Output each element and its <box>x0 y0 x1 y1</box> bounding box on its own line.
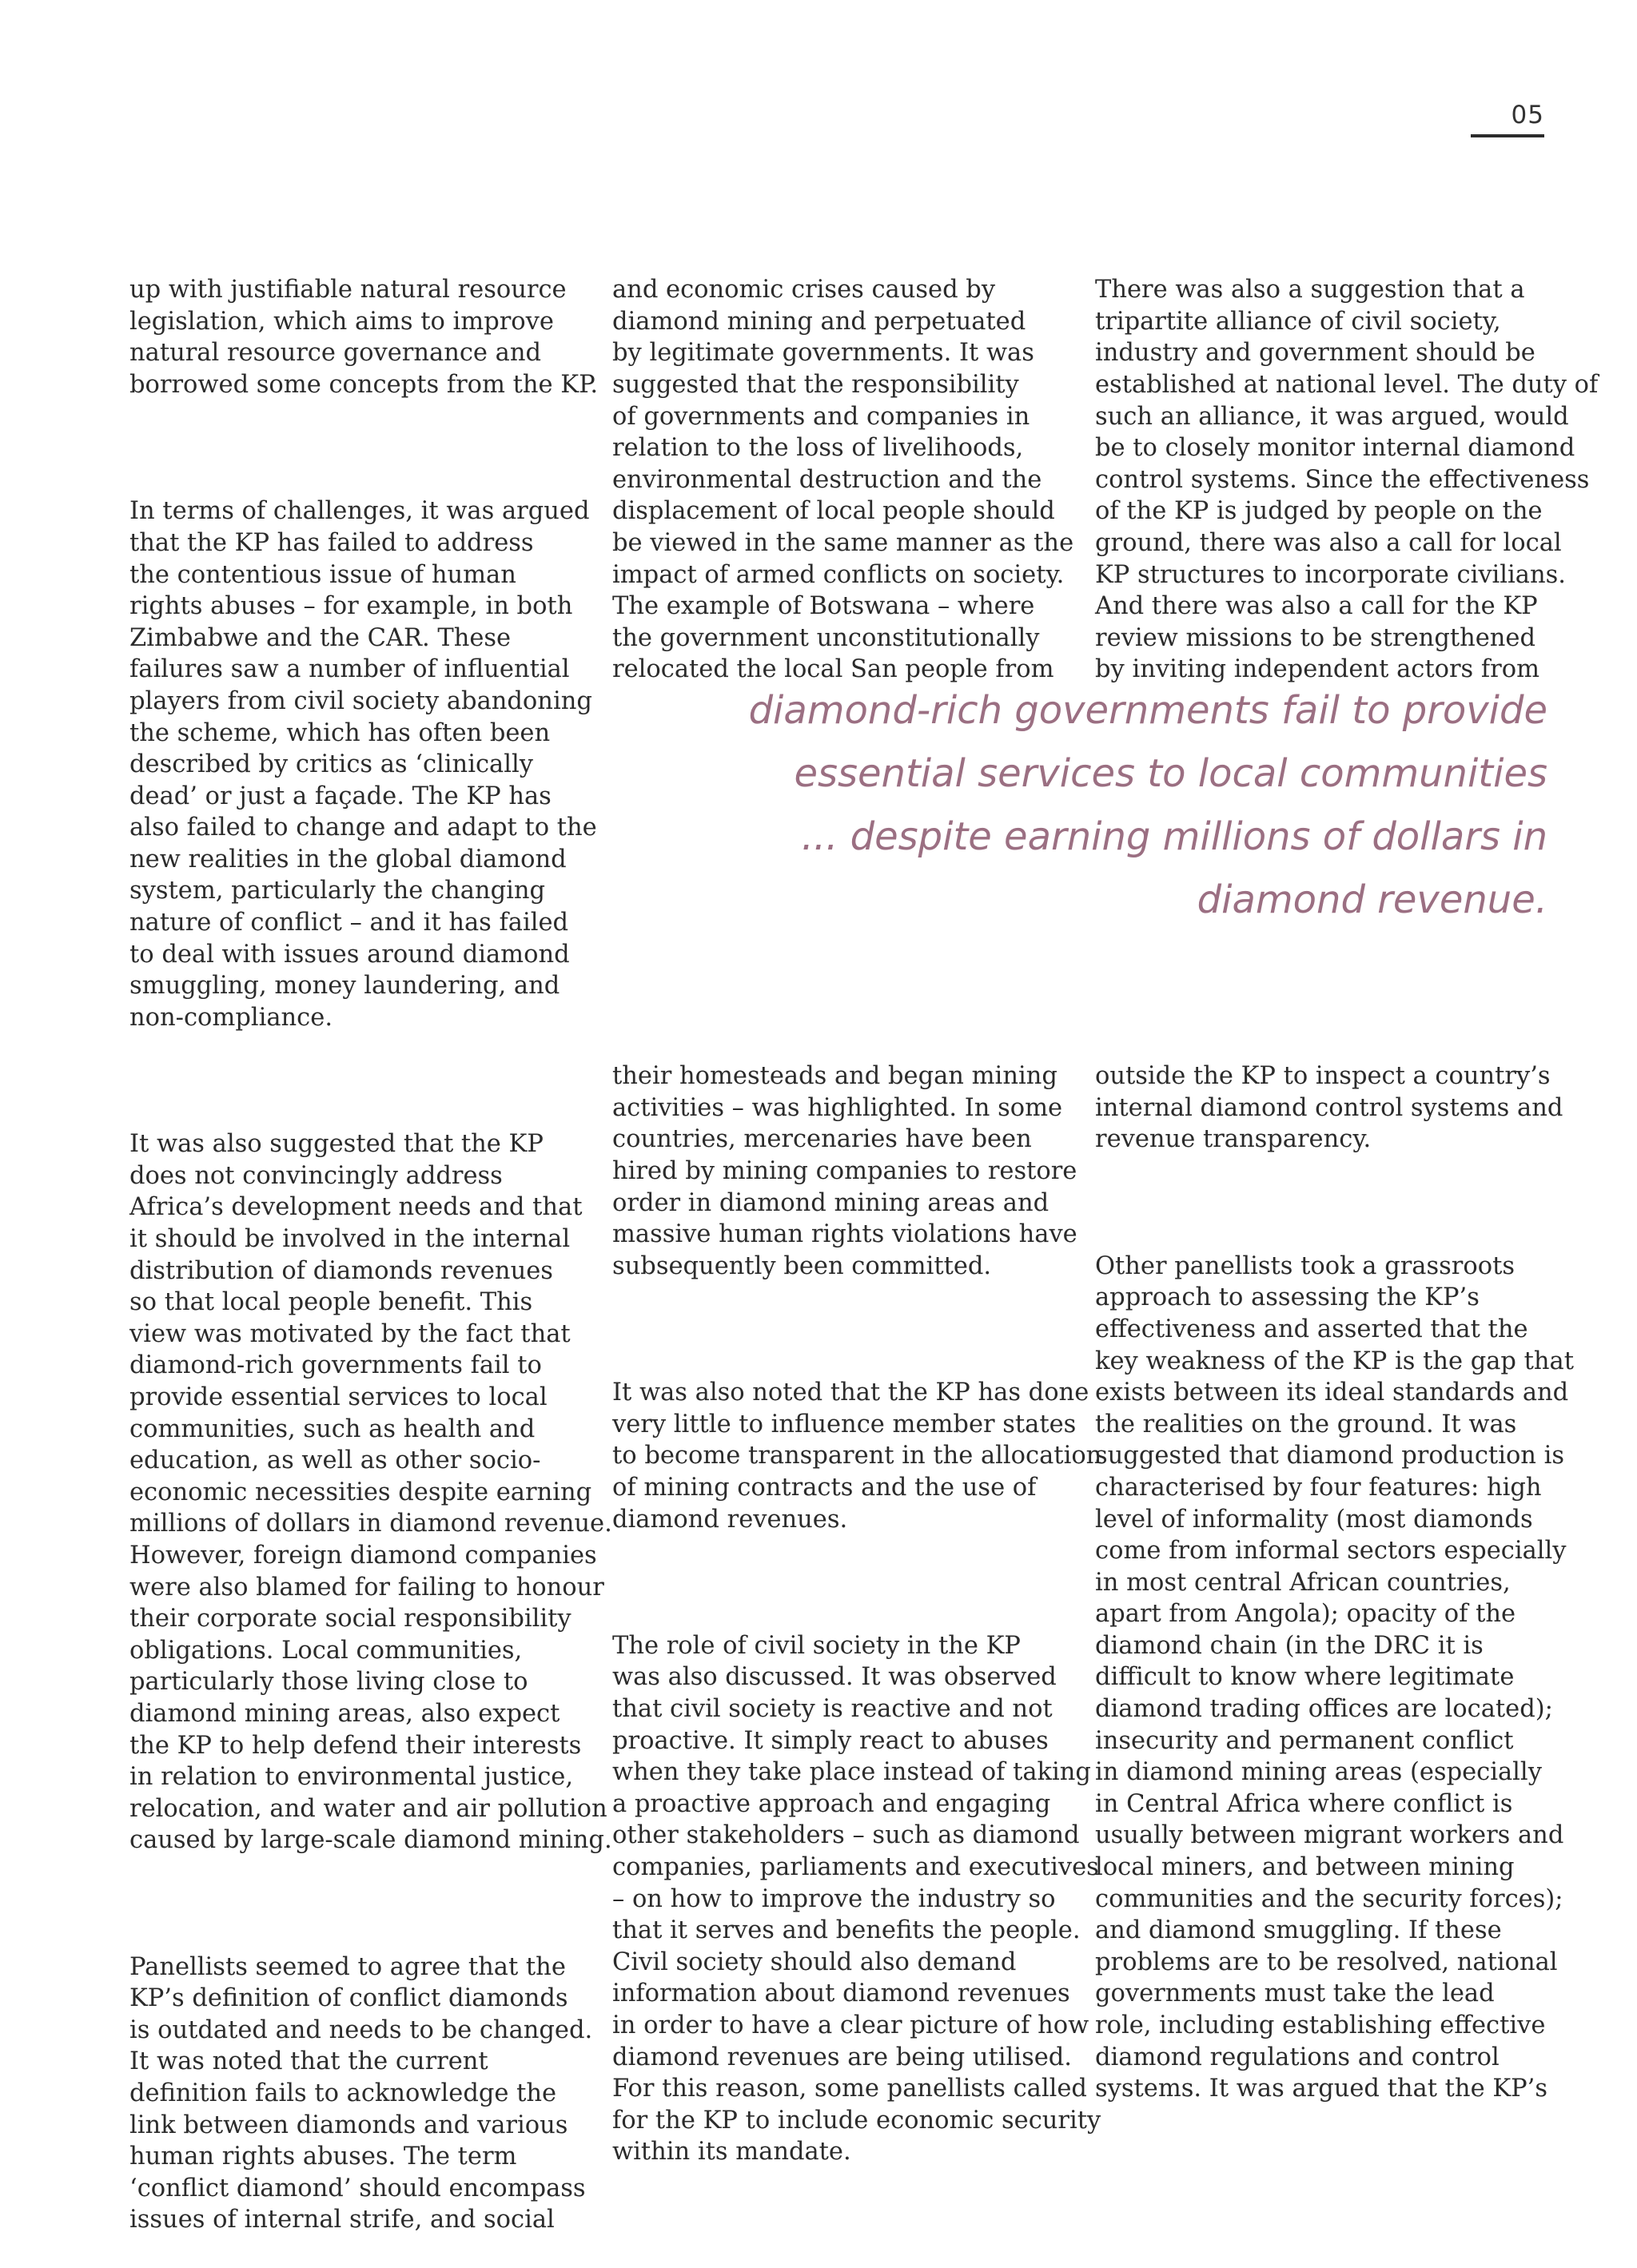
text-column-1 <box>129 211 612 2268</box>
text-column-2-bottom <box>612 997 1101 2200</box>
paragraph: In terms of challenges, it was argued that the KP has failed to address the contentious issue of human rights abuses – for example, in both Zimbabwe and the CAR. These failures saw a number of influential players from civil society abandoning the scheme, which has often been described by critics as ‘clinically dead’ or just a façade. The KP has also failed to change and adapt to the new realities in the global diamond system, particularly the changing nature of conflict – and it has failed to deal with issues around diamond smuggling, money laundering, and non-compliance. <box>129 497 597 1032</box>
paragraph: their homesteads and began mining activities – was highlighted. In some countries, mercenaries have been hired by mining companies to restore order in diamond mining areas and massive human rights violations have subsequently been committed. <box>612 1062 1077 1280</box>
page-number-rule <box>1471 134 1544 137</box>
paragraph: It was also suggested that the KP does not convincingly address Africa’s development needs and that it should be involved in the internal distribution of diamonds revenues so that local people benefit. This view was motivated by the fact that diamond-rich governments fail to provide essential services to local communities, such as health and education, as well as other socio- economic necessities despite earning millions of dollars in diamond revenue. However, foreign diamond companies were also blamed for failing to honour their corporate social responsibility obligations. Local communities, particularly those living close to diamond mining areas, also expect the KP to help defend their interests in relation to environmental justice, relocation, and water and air pollution caused by large-scale diamond mining. <box>129 1130 612 1855</box>
text-column-3-bottom <box>1095 997 1574 2136</box>
pull-quote: diamond-rich governments fail to provide essential services to local communities ... despite earning millions of dollars in diamond revenue. <box>748 688 1547 922</box>
paragraph: The role of civil society in the KP was also discussed. It was observed that civil society is reactive and not proactive. It simply react to abuses when they take place instead of taking a proactive approach and engaging other stakeholders – such as diamond companies, parliaments and executives – on how to improve the industry so that it serves and benefits the people. Civil society should also demand information about diamond revenues in order to have a clear picture of how diamond revenues are being utilised. For this reason, some panellists called for the KP to include economic security within its mandate. <box>612 1631 1101 2167</box>
paragraph: There was also a suggestion that a tripartite alliance of civil society, industry and government should be established at national level. The duty of such an alliance, it was argued, would be to closely monitor internal diamond control systems. Since the effectiveness of the KP is judged by people on the ground, there was also a call for local KP structures to incorporate civilians. And there was also a call for the KP review missions to be strengthened by inviting independent actors from <box>1095 276 1599 684</box>
page-number: 05 <box>1511 101 1544 129</box>
paragraph: It was also noted that the KP has done very little to influence member states to become transparent in the allocation of mining contracts and the use of diamond revenues. <box>612 1379 1102 1534</box>
paragraph: and economic crises caused by diamond mining and perpetuated by legitimate governments. It was suggested that the responsibility of governments and companies in relation to the loss of livelihoods, environmental destruction and the displacement of local people should be viewed in the same manner as the impact of armed conflicts on society. The example of Botswana – where the government unconstitutionally relocated the local San people from <box>612 276 1074 684</box>
paragraph: up with justifiable natural resource legislation, which aims to improve natural resource governance and borrowed some concepts from the KP. <box>129 276 599 399</box>
paragraph: Panellists seemed to agree that the KP’s definition of conflict diamonds is outdated and needs to be changed. It was noted that the current definition fails to acknowledge the link between diamonds and various human rights abuses. The term ‘conflict diamond’ should encompass issues of internal strife, and social <box>129 1952 593 2234</box>
paragraph: Other panellists took a grassroots approach to assessing the KP’s effectiveness and asserted that the key weakness of the KP is the gap that exists between its ideal standards and the realities on the ground. It was suggested that diamond production is characterised by four features: high level of informality (most diamonds come from informal sectors especially in most central African countries, apart from Angola); opacity of the diamond chain (in the DRC it is difficult to know where legitimate diamond trading offices are located); insecurity and permanent conflict in diamond mining areas (especially in Central Africa where conflict is usually between migrant workers and local miners, and between mining communities and the security forces); and diamond smuggling. If these problems are to be resolved, national governments must take the lead role, including establishing effective diamond regulations and control systems. It was argued that the KP’s <box>1095 1251 1574 2103</box>
text-column-3-top <box>1095 211 1598 718</box>
paragraph: outside the KP to inspect a country’s internal diamond control systems and revenue transparency. <box>1095 1062 1563 1154</box>
text-column-2-top <box>612 211 1073 718</box>
